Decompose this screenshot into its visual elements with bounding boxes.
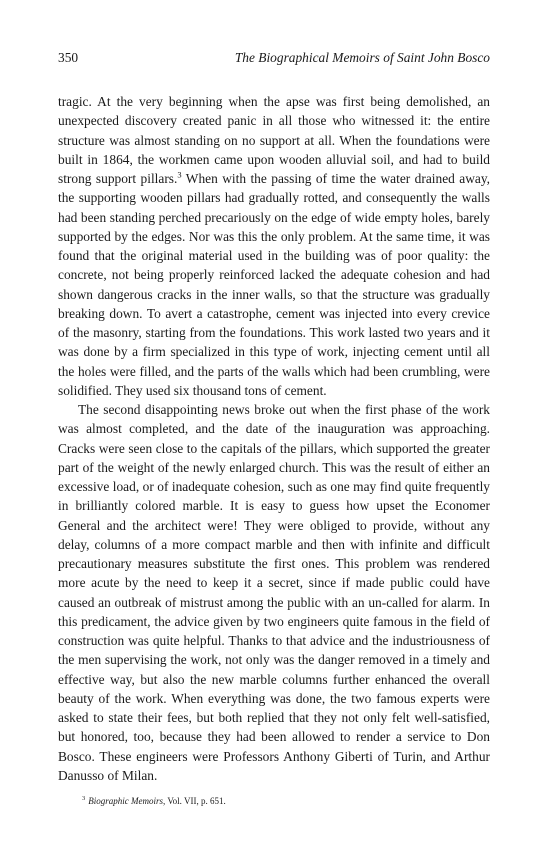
- footnote-source-title: Biographic Memoirs,: [88, 796, 166, 806]
- footnote-reference: 3: [177, 169, 182, 180]
- paragraph-1: [58, 92, 490, 400]
- running-title: The Biographical Memoirs of Saint John Bosco: [234, 50, 490, 65]
- footnote: [58, 795, 490, 807]
- running-head: [58, 50, 490, 70]
- paragraph-2: The second disappointing news broke out when the first phase of the work was almost completed, and the date of the inauguration was approaching. Cracks were seen close to the capitals of the pillars, which supported the greater part of the weight of the newly enlarged church. This was the result of either an excessive load, or of inadequate cohesion, such as one may find quite frequently in brilliantly colored marble. It is easy to guess how upset the Economer General and the architect were! They were obliged to provide, without any delay, columns of a more compact marble and then with infinite and difficult precautionary measures substitute the first ones. This problem was rendered more acute by the need to keep it a secret, since if made public could have caused an outbreak of mistrust among the public with an un-called for alarm. In this predicament, the advice given by two engineers quite famous in the field of construction was quite helpful. Thanks to that advice and the industriousness of the men supervising the work, not only was the danger removed in a timely and effective way, but also the new marble columns further enhanced the overall beauty of the work. When everything was done, the two famous experts were asked to state their fees, but both replied that they not only felt well-satisfied, but honored, too, because they had been allowed to render a service to Don Bosco. These engineers were Professors Anthony Giberti of Turin, and Arthur Danusso of Milan.: [58, 402, 490, 783]
- page-number: 350: [58, 50, 79, 65]
- book-page: [58, 50, 490, 807]
- body-text: [58, 92, 490, 785]
- paragraph-1-text-before-ref: tragic. At the very beginning when the apse was first being demolished, an unexpected discovery created panic in all those who witnessed it: the entire structure was almost standing on no support at all. When the foundations were built in 1864, the workmen came upon wooden alluvial soil, and had to build strong support pillars.: [58, 94, 490, 186]
- footnote-mark: 3: [82, 795, 86, 802]
- footnote-citation: Vol. VII, p. 651.: [165, 796, 226, 806]
- paragraph-1-text-after-ref: When with the passing of time the water drained away, the supporting wooden pillars had gradually rotted, and consequently the walls had been standing perched precariously on the edge of wide empty holes, barely supported by the edges. Nor was this the only problem. At the same time, it was found that the original material used in the building was of poor quality: the concrete, not being properly reinforced lacked the adequate cohesion and had shown dangerous cracks in the inner walls, so that the structure was gradually breaking down. To avert a catastrophe, cement was injected into every crevice of the masonry, starting from the foundations. This work lasted two years and it was done by a firm specialized in this type of work, injecting cement until all the holes were filled, and the parts of the walls which had been crumbling, were solidified. They used six thousand tons of cement.: [58, 171, 490, 398]
